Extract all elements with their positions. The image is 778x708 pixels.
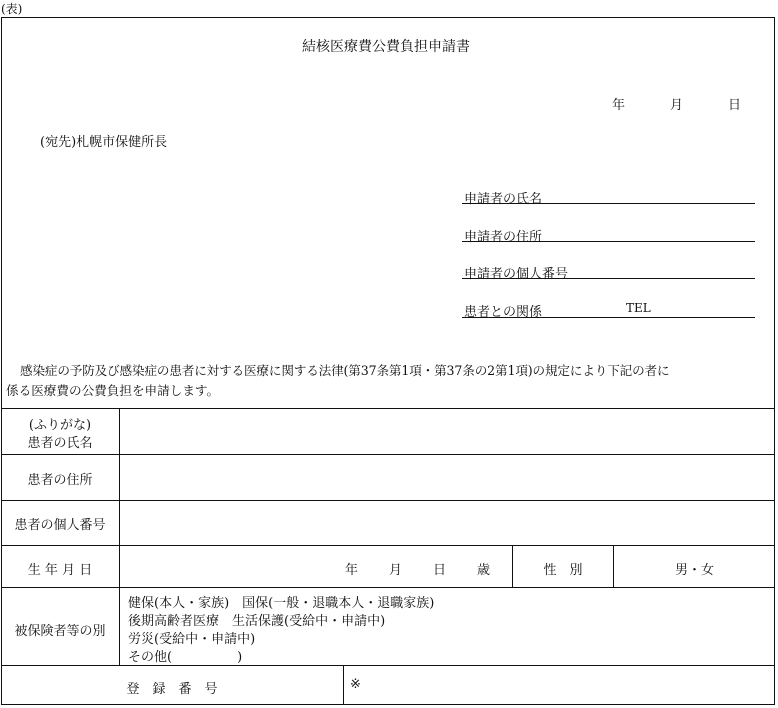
date-day-label: 日 <box>728 98 742 113</box>
applicant-name-label: 申請者の氏名 <box>464 192 543 207</box>
furigana-label: (ふりがな) <box>28 418 92 433</box>
insurance-option-line-4[interactable]: その他( ) <box>128 650 243 665</box>
row-divider-4 <box>1 587 775 588</box>
patient-address-field[interactable] <box>120 455 774 500</box>
patient-mynumber-label: 患者の個人番号 <box>14 518 106 533</box>
statement-line-2: 係る医療費の公費負担を申請します。 <box>6 383 220 398</box>
insurance-label: 被保険者等の別 <box>14 624 106 639</box>
registration-mark: ※ <box>350 677 361 692</box>
applicant-address-field[interactable] <box>462 241 755 242</box>
applicant-address-label: 申請者の住所 <box>464 230 543 245</box>
row-divider-3 <box>1 545 775 546</box>
statement-line-1: 感染症の予防及び感染症の患者に対する医療に関する法律(第37条第1項・第37条の2第1項)の規定により下記の者に <box>20 363 670 378</box>
sex-label: 性 別 <box>543 563 583 578</box>
patient-mynumber-field[interactable] <box>120 501 774 545</box>
registration-number-field[interactable] <box>365 666 774 704</box>
birthdate-label: 生 年 月 日 <box>27 563 93 578</box>
relation-label: 患者との関係 <box>464 305 543 320</box>
registration-number-label: 登 録 番 号 <box>126 682 218 697</box>
date-year-label: 年 <box>612 98 626 113</box>
applicant-mynumber-field[interactable] <box>462 278 755 279</box>
applicant-mynumber-label: 申請者の個人番号 <box>464 267 569 282</box>
patient-address-label: 患者の住所 <box>27 473 93 488</box>
patient-name-field[interactable] <box>120 409 774 454</box>
relation-tel-field[interactable] <box>462 317 755 318</box>
addressee: (宛先)札幌市保健所長 <box>40 135 168 150</box>
tel-label: TEL <box>626 301 651 315</box>
header-note: (表) <box>1 2 23 16</box>
birth-month-label: 月 <box>389 563 403 578</box>
form-title: 結核医療費公費負担申請書 <box>302 39 470 55</box>
patient-name-label: 患者の氏名 <box>27 436 93 451</box>
birth-age-label: 歳 <box>477 563 491 578</box>
registration-divider <box>343 665 344 705</box>
sex-options[interactable]: 男・女 <box>674 563 714 578</box>
date-month-label: 月 <box>670 98 684 113</box>
insurance-option-line-2[interactable]: 後期高齢者医療 生活保護(受給中・申請中) <box>128 614 386 629</box>
insurance-option-line-3[interactable]: 労災(受給中・申請中) <box>128 632 256 647</box>
birth-year-label: 年 <box>345 563 359 578</box>
birth-day-label: 日 <box>433 563 447 578</box>
insurance-option-line-1[interactable]: 健保(本人・家族) 国保(一般・退職本人・退職家族) <box>128 596 435 611</box>
applicant-name-field[interactable] <box>462 203 755 204</box>
